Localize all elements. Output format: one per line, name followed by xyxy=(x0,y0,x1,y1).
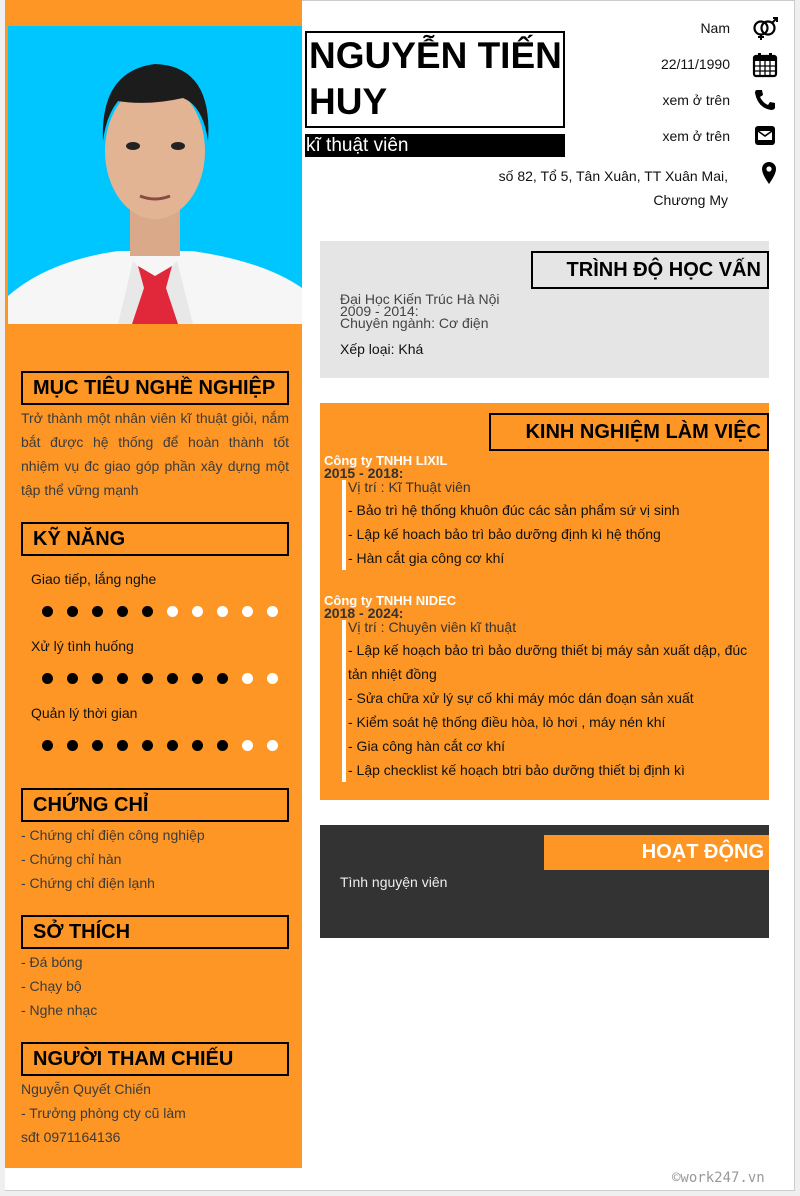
rating-dot-empty xyxy=(242,606,253,617)
activities-section xyxy=(320,825,769,938)
email-icon xyxy=(752,124,778,148)
job-position: Vị trí : Kĩ Thuật viên xyxy=(348,479,471,495)
certificate-item: - Chứng chỉ điện lạnh xyxy=(21,875,155,891)
hobby-item: - Nghe nhạc xyxy=(21,1002,98,1018)
education-details xyxy=(340,293,500,357)
rating-dot-empty xyxy=(267,740,278,751)
phone-value: xem ở trên xyxy=(662,92,730,108)
certificate-item: - Chứng chỉ hàn xyxy=(21,851,122,867)
skill-rating xyxy=(42,673,278,684)
hobby-item: - Chạy bộ xyxy=(21,978,82,994)
watermark: ©work247.vn xyxy=(672,1170,765,1186)
education-years: 2009 - 2014: xyxy=(340,303,419,319)
rating-dot-empty xyxy=(242,673,253,684)
rating-dot-filled xyxy=(92,673,103,684)
references-heading: NGƯỜI THAM CHIẾU xyxy=(21,1042,289,1076)
company-name: Công ty TNHH NIDEC xyxy=(324,593,457,608)
rating-dot-empty xyxy=(192,606,203,617)
job-duty: - Hàn cắt gia công cơ khí xyxy=(348,550,505,566)
education-section xyxy=(320,241,769,378)
rating-dot-filled xyxy=(117,673,128,684)
objective-heading: MỤC TIÊU NGHỀ NGHIỆP xyxy=(21,371,289,405)
reference-item: - Trưởng phòng cty cũ làm xyxy=(21,1105,186,1121)
email-value: xem ở trên xyxy=(662,128,730,144)
objective-text: Trở thành một nhân viên kĩ thuật giỏi, nắm bắt được hệ thống để hoàn thành tốt nhiệm vụ đc giao góp phần xây dựng một tập thể vững mạnh xyxy=(21,410,289,498)
phone-icon xyxy=(752,88,778,112)
job-entry xyxy=(324,454,764,570)
rating-dot-empty xyxy=(242,740,253,751)
certificate-item: - Chứng chỉ điện công nghiệp xyxy=(21,827,205,843)
reference-item: sđt 0971164136 xyxy=(21,1129,121,1145)
rating-dot-filled xyxy=(42,673,53,684)
skill-rating xyxy=(42,606,278,617)
job-duty: - Sửa chữa xử lý sự cố khi máy móc dán đoạn sản xuất xyxy=(348,690,694,706)
rating-dot-filled xyxy=(167,740,178,751)
rating-dot-empty xyxy=(167,606,178,617)
gender-icon xyxy=(752,16,778,40)
skills-heading: KỸ NĂNG xyxy=(21,522,289,556)
gender-value: Nam xyxy=(700,20,730,36)
job-duty: - Lập checklist kế hoạch btri bảo dưỡng thiết bị định kì xyxy=(348,762,685,778)
hobbies-heading: SỞ THÍCH xyxy=(21,915,289,949)
school-name: Đại Học Kiến Trúc Hà Nội xyxy=(340,291,500,307)
rating-dot-filled xyxy=(92,740,103,751)
skill-label: Giao tiếp, lắng nghe xyxy=(31,571,157,587)
education-grade: Xếp loại: Khá xyxy=(340,341,424,357)
activity-item: Tình nguyện viên xyxy=(340,874,448,890)
rating-dot-empty xyxy=(267,606,278,617)
rating-dot-filled xyxy=(217,740,228,751)
address-value: số 82, Tổ 5, Tân Xuân, TT Xuân Mai, Chương My xyxy=(498,168,728,208)
rating-dot-filled xyxy=(192,673,203,684)
job-duty: - Bảo trì hệ thống khuôn đúc các sản phẩm sứ vị sinh xyxy=(348,502,680,518)
job-years: 2015 - 2018: xyxy=(324,465,404,481)
education-heading: TRÌNH ĐỘ HỌC VẤN xyxy=(531,251,769,289)
job-title: kĩ thuật viên xyxy=(305,134,565,157)
experience-section xyxy=(320,403,769,800)
rating-dot-filled xyxy=(92,606,103,617)
education-major: Chuyên ngành: Cơ điện xyxy=(340,315,489,331)
job-duty: - Lập kế hoach bảo trì bảo dưỡng định kì hệ thống xyxy=(348,526,661,542)
reference-item: Nguyễn Quyết Chiến xyxy=(21,1081,151,1097)
calendar-icon xyxy=(752,52,778,76)
skill-label: Xử lý tình huống xyxy=(31,638,134,654)
birthdate-value: 22/11/1990 xyxy=(660,56,730,72)
references-list xyxy=(21,1077,289,1149)
rating-dot-filled xyxy=(67,740,78,751)
candidate-name: NGUYỄN TIẾN HUY xyxy=(305,31,565,128)
rating-dot-filled xyxy=(117,606,128,617)
job-position: Vị trí : Chuyên viên kĩ thuật xyxy=(348,619,517,635)
job-entry xyxy=(324,594,764,782)
rating-dot-filled xyxy=(142,673,153,684)
rating-dot-filled xyxy=(142,740,153,751)
job-details xyxy=(342,620,764,782)
hobby-item: - Đá bóng xyxy=(21,954,83,970)
job-duty: - Kiểm soát hệ thống điều hòa, lò hơi , máy nén khí xyxy=(348,714,666,730)
rating-dot-filled xyxy=(192,740,203,751)
job-years: 2018 - 2024: xyxy=(324,605,404,621)
rating-dot-filled xyxy=(42,606,53,617)
rating-dot-filled xyxy=(217,673,228,684)
rating-dot-empty xyxy=(217,606,228,617)
rating-dot-filled xyxy=(67,606,78,617)
hobbies-list xyxy=(21,950,289,1022)
rating-dot-filled xyxy=(167,673,178,684)
activities-heading: HOẠT ĐỘNG xyxy=(544,835,769,870)
location-icon xyxy=(752,160,778,184)
rating-dot-filled xyxy=(42,740,53,751)
job-duty: - Lập kế hoạch bảo trì bảo dưỡng thiết bị máy sản xuất dập, đúc tản nhiệt đồng xyxy=(348,642,748,682)
rating-dot-empty xyxy=(267,673,278,684)
skill-label: Quản lý thời gian xyxy=(31,705,138,721)
profile-photo xyxy=(8,26,302,324)
skill-rating xyxy=(42,740,278,751)
job-duty: - Gia công hàn cắt cơ khí xyxy=(348,738,506,754)
certificates-heading: CHỨNG CHỈ xyxy=(21,788,289,822)
company-name: Công ty TNHH LIXIL xyxy=(324,453,448,468)
rating-dot-filled xyxy=(142,606,153,617)
certificates-list xyxy=(21,823,289,895)
rating-dot-filled xyxy=(117,740,128,751)
experience-heading: KINH NGHIỆM LÀM VIỆC xyxy=(489,413,769,451)
rating-dot-filled xyxy=(67,673,78,684)
job-details xyxy=(342,480,764,570)
